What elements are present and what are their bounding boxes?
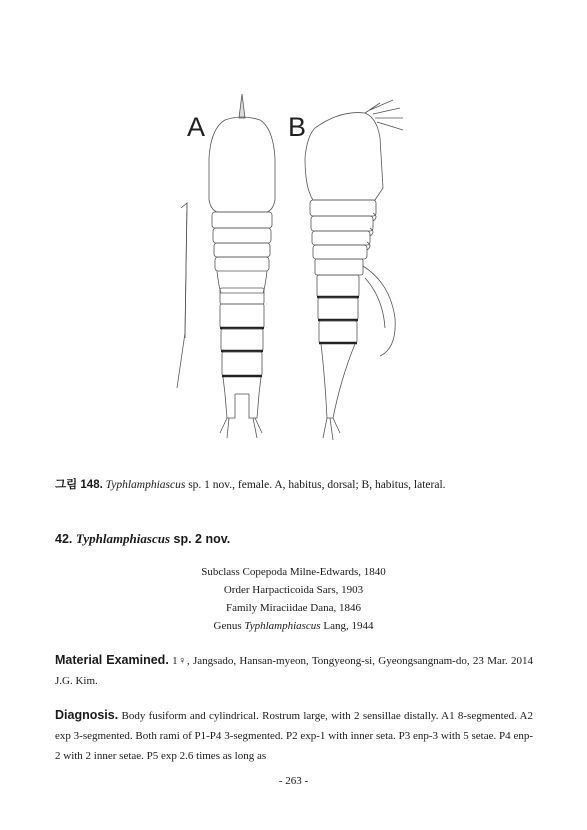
diagnosis-heading: Diagnosis. [55,708,119,722]
figure-label-a: A [187,112,206,142]
taxonomy-genus-name: Typhlamphiascus [244,620,321,632]
section-title [55,531,230,547]
diagnosis-paragraph [55,705,533,766]
diagnosis-text: Body fusiform and cylindrical. Rostrum large, with 2 sensillae distally. A1 8-segmented. A2 exp 3-segmented. Both rami of P1-P4 3-segmented. P2 exp-1 with inner seta. P3 enp-3 with 5 setae. P4 enp-2 with 2 inner setae. P5 exp 2.6 times as long as [55,710,533,762]
taxonomy-genus [0,617,587,635]
page-number: - 263 - [278,775,309,787]
figure-caption [55,476,446,492]
habitus-drawing [165,88,425,458]
taxonomy-genus-suffix: Lang, 1944 [320,620,374,632]
taxonomy-genus-prefix: Genus [213,620,245,632]
caption-rest: sp. 1 nov., female. A, habitus, dorsal; B, habitus, lateral. [185,479,446,491]
dorsal-view-drawing [209,94,275,438]
taxonomy-subclass: Subclass Copepoda Milne-Edwards, 1840 [201,566,386,578]
section-number: 42. [55,532,73,546]
caption-lead: 그림 148. [55,479,103,491]
caption-genus: Typhlamphiascus [105,479,186,491]
material-text: 1♀, Jangsado, Hansan-myeon, Tongyeong-si, Gyeongsangnam-do, 23 Mar. 2014 J.G. Kim. [55,655,533,687]
material-heading: Material Examined. [55,653,169,667]
taxonomy-order: Order Harpacticoida Sars, 1903 [223,584,364,596]
copepod-habitus-figure [165,88,425,458]
section-rest: sp. 2 nov. [170,532,231,546]
taxonomy-block [0,563,587,635]
material-examined-paragraph [55,650,533,691]
figure-label-b: B [288,112,307,142]
section-genus: Typhlamphiascus [75,531,171,546]
lateral-view-drawing [305,100,403,440]
taxonomy-family: Family Miraciidae Dana, 1846 [225,602,362,614]
